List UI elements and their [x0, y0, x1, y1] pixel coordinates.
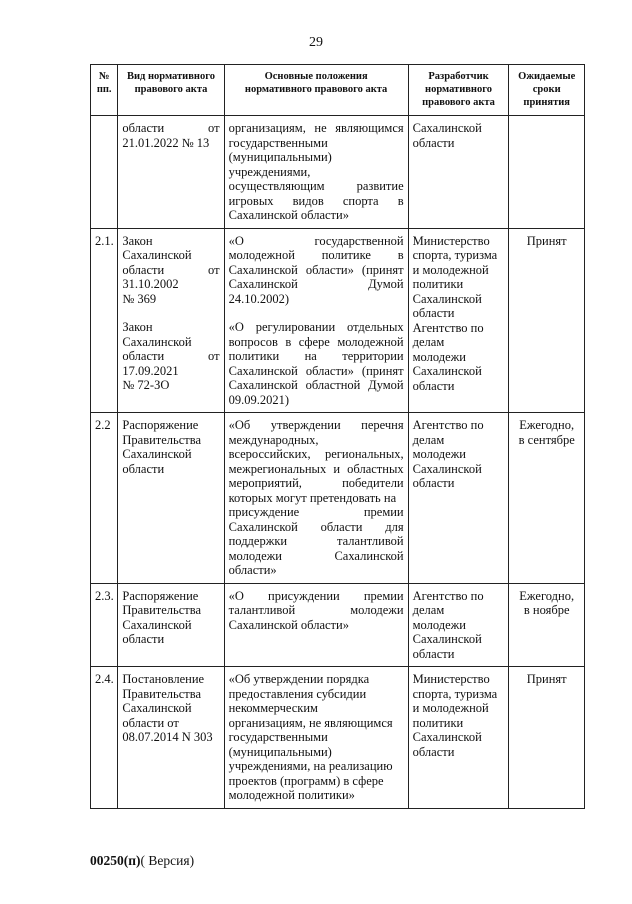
provisions-cell-line: государственными — [228, 730, 328, 744]
provisions-cell-line: молодежи Сахалинской — [228, 548, 404, 563]
provisions-cell-line — [229, 306, 404, 320]
developer-cell: Министерство спорта, туризма и молодежной политики Сахалинской области — [408, 667, 509, 809]
provisions-cell-line: 24.10.2002) — [228, 291, 290, 306]
provisions-cell — [224, 413, 408, 584]
provisions-cell-line: (муниципальными) — [228, 150, 332, 164]
provisions-cell-line: Сахалинской областной Думой — [228, 378, 404, 392]
act-type-cell-line: Сахалинской — [122, 701, 192, 715]
provisions-cell-line: «О регулировании отдельных — [228, 320, 404, 334]
provisions-cell-line: Сахалинской Думой — [228, 277, 404, 291]
provisions-cell-line: всероссийских, региональных, — [228, 447, 404, 461]
developer-cell: Сахалинской области — [408, 116, 509, 229]
act-type-cell-line: Закон — [122, 233, 153, 248]
provisions-cell — [224, 667, 408, 809]
provisions-cell-line: Сахалинской области для — [228, 519, 404, 534]
provisions-cell-line: межрегиональных и областных — [228, 461, 404, 476]
act-type-cell — [118, 413, 224, 584]
header-terms: Ожидаемые сроки принятия — [509, 65, 585, 116]
table-row — [91, 583, 585, 667]
row-number — [91, 116, 118, 229]
provisions-cell-line: государственными — [228, 135, 328, 150]
page-number: 29 — [309, 35, 323, 50]
provisions-cell-line: Сахалинской области» (принят — [228, 363, 404, 378]
provisions-cell-line: (муниципальными) — [228, 744, 332, 759]
document-code: 00250(п) — [90, 853, 141, 868]
act-type-cell-line: области от — [122, 349, 220, 363]
act-type-cell-line: Правительства — [122, 432, 202, 447]
provisions-cell-line: международных, — [228, 432, 319, 447]
act-type-cell-line: 08.07.2014 N 303 — [122, 730, 213, 744]
act-type-cell-line: 21.01.2022 № 13 — [122, 135, 210, 150]
table-row — [91, 667, 585, 809]
act-type-cell-line: № 72-ЗО — [122, 378, 170, 392]
provisions-cell-line: поддержки талантливой — [228, 534, 404, 548]
provisions-cell-line: Сахалинской области» (принят — [228, 262, 404, 277]
provisions-cell-line: молодежной политике в — [228, 248, 404, 262]
row-number: 2.4. — [91, 667, 118, 809]
act-type-cell-line: Сахалинской — [122, 248, 192, 262]
provisions-cell-line: некоммерческим — [228, 701, 318, 715]
act-type-cell-line: области — [122, 632, 165, 646]
table-row — [91, 228, 585, 413]
act-type-cell-line: области от — [122, 715, 179, 730]
act-type-cell-line: области от — [122, 262, 220, 277]
row-number: 2.1. — [91, 228, 118, 413]
provisions-cell-line: Сахалинской области» — [228, 208, 349, 222]
row-number: 2.2 — [91, 413, 118, 584]
legal-acts-table — [90, 64, 585, 809]
act-type-cell — [118, 228, 224, 413]
provisions-cell-line: молодежной политики» — [228, 788, 355, 802]
act-type-cell-line: 17.09.2021 — [122, 363, 179, 378]
provisions-cell-line: проектов (программ) в сфере — [228, 773, 384, 788]
act-type-cell-line — [122, 306, 219, 320]
terms-cell: Ежегодно, в ноябре — [509, 583, 585, 667]
provisions-cell — [224, 228, 408, 413]
act-type-cell-line: Распоряжение — [122, 588, 199, 603]
terms-cell: Ежегодно, в сентябре — [509, 413, 585, 584]
act-type-cell-line: Распоряжение — [122, 418, 199, 432]
provisions-cell — [224, 583, 408, 667]
act-type-cell-line: Правительства — [122, 686, 202, 701]
act-type-cell-line: Сахалинской — [122, 334, 192, 349]
provisions-cell — [224, 116, 408, 229]
developer-cell: Министерство спорта, туризма и молодежной политики Сахалинской области Агентство по делам молодежи Сахалинской области — [408, 228, 509, 413]
row-number: 2.3. — [91, 583, 118, 667]
act-type-cell-line: области от — [122, 121, 220, 135]
provisions-cell-line: талантливой молодежи — [228, 603, 404, 617]
provisions-cell-line: учреждениями, на реализацию — [228, 759, 393, 773]
act-type-cell-line: Сахалинской — [122, 617, 192, 632]
developer-cell: Агентство по делам молодежи Сахалинской области — [408, 413, 509, 584]
table-row — [91, 413, 585, 584]
table-header-row — [91, 65, 585, 116]
provisions-cell-line: «О присуждении премии — [228, 588, 404, 603]
act-type-cell-line: области — [122, 461, 165, 476]
provisions-cell-line: «Об утверждении порядка — [228, 672, 370, 686]
header-developer: Разработчик нормативного правового акта — [408, 65, 509, 116]
act-type-cell-line: Закон — [122, 320, 153, 334]
provisions-cell-line: мероприятий, победители — [228, 476, 404, 490]
developer-cell: Агентство по делам молодежи Сахалинской области — [408, 583, 509, 667]
provisions-cell-line: «О государственной — [228, 233, 404, 248]
act-type-cell — [118, 116, 224, 229]
document-footer — [90, 853, 194, 869]
provisions-cell-line: Сахалинской области» — [228, 617, 349, 632]
act-type-cell — [118, 583, 224, 667]
provisions-cell-line: которых могут претендовать на — [228, 490, 397, 505]
provisions-cell-line: осуществляющим развитие — [228, 179, 404, 193]
provisions-cell-line: политики на территории — [228, 349, 404, 363]
provisions-cell-line: учреждениями, — [228, 164, 311, 179]
provisions-cell-line: «Об утверждении перечня — [228, 418, 404, 432]
act-type-cell-line: Правительства — [122, 603, 202, 617]
provisions-cell-line: предоставления субсидии — [228, 686, 367, 701]
act-type-cell-line: 31.10.2002 — [122, 277, 179, 291]
act-type-cell — [118, 667, 224, 809]
provisions-cell-line: игровых видов спорта в — [228, 193, 404, 208]
header-num: № пп. — [91, 65, 118, 116]
provisions-cell-line: области» — [228, 563, 277, 577]
provisions-cell-line: вопросов в сфере молодежной — [228, 334, 404, 349]
terms-cell — [509, 116, 585, 229]
act-type-cell-line: Сахалинской — [122, 447, 192, 461]
provisions-cell-line: организациям, не являющимся — [228, 715, 393, 730]
provisions-cell-line: организациям, не являющимся — [228, 121, 404, 135]
document-version: ( Версия) — [140, 853, 195, 868]
table-row — [91, 116, 585, 229]
header-act-type: Вид нормативного правового акта — [118, 65, 224, 116]
provisions-cell-line: присуждение премии — [228, 505, 404, 519]
act-type-cell-line: № 369 — [122, 291, 157, 306]
header-provisions: Основные положения нормативного правового акта — [224, 65, 408, 116]
terms-cell: Принят — [509, 667, 585, 809]
provisions-cell-line: 09.09.2021) — [228, 392, 290, 407]
act-type-cell-line: Постановление — [122, 672, 205, 686]
terms-cell: Принят — [509, 228, 585, 413]
